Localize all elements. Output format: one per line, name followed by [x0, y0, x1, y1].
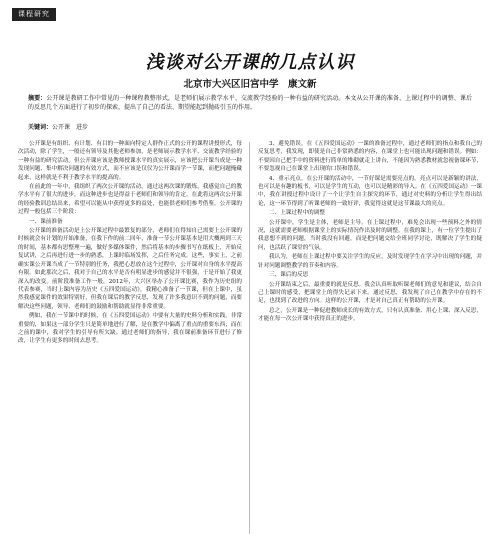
paragraph: 公开课结束之后，最重要的就是反思。我会认真听取听课老师们的意见和建议，结合自己上课时的感受，把课堂上的得失记录下来。通过反思，我发现了自己在教学中存在的不足，也找到了改进的方向。这样的公开课，才是对自己真正有帮助的公开课。: [258, 281, 482, 305]
section-heading: 一、课前准备: [29, 218, 63, 225]
journal-section-banner: 课程研究: [12, 8, 56, 21]
paragraph: 公开课中，学生是主体，老师是主导。在上课过程中，难免会出现一些预料之外的情况，这就需要老师根据课堂上的实际情况作出及时的调整。在我的课上，有一位学生提出了我意想不到的问题，当时我没有回避，而是把问题交给全班同学讨论，既解决了学生的疑问，也活跃了课堂的气氛。: [258, 219, 482, 251]
section-heading: 二、上课过程中的调整: [269, 210, 325, 217]
paragraph: 公开课的准备活动是上公开课过程中最繁复的部分，老师们在得知自己需要上公开课的时候就会有计划的开始准备，在我下作的前二回年，准备一节公开课基本是用大概两到三天的时间，基本都有思整理一遍，做好多媒体课件，然后将基本的步骤书写在纸板上，开始反复试讲，之后再进行进一步的熟悉，上课时临场发挥，之后任务完成。这些，事实上，之前确实课公开课当成了一节特别的任务，我把心思放在这个过程中，公开课对自身的水平提高有限。如此那次之后，我对于自己的水平是否有明显进步的感觉并不很强，于是开始了我更深入的改变。前阶段准备工作一般，2012年，大兴区举办了公开课比赛，我作为历史组的代表参赛，当时上课内容为历史《五四爱国运动》，我精心准备了一节课，但在上课中，虽然我感觉课件的效果特别好，但我在课后的教学反思，发现了许多我意识不到的问题，而要解决这些问题，领导、老师们的鼓励和帮助就显得非常重要。: [18, 228, 242, 310]
keywords: [28, 123, 472, 132]
column-divider: [249, 142, 250, 534]
paragraph: 例如，我在一节课中的时候，在《五四爱国运动》中要有大量的史料分析和实践，非常重要的，如果这一部分学生只是简单地进行了解，是在教学中偏离了重点的重要东西；而在之前的课中，我对学生的引导有所欠缺。通过老师们的指导，我在课前准备环节进行了修改，让学生有更多的时间去思考。: [18, 313, 242, 345]
paragraph: 我认为，老师在上课过程中要关注学生的反应，及时发现学生在学习中出现的问题，并针对问题调整教学的节奏和内容。: [258, 254, 482, 269]
article-author: 北京市大兴区旧宫中学 康文新: [183, 79, 317, 90]
abstract: [28, 94, 472, 112]
keywords-text: 公开课 进步: [52, 124, 89, 131]
paragraph: 3、避免错误。在《五四爱国运动》一课的准备过程中，通过老师们的指点和我自己的反复思考，我发现，即使是自己非常熟悉的内容，在课堂上也可能出现问题和错误。例如：不要因自己把手中的资料进行简单的堆砌就走上讲台，不能因为熟悉教材就忽视备课环节，不要忽视自己在课堂上出现的口误和错误。: [258, 141, 482, 173]
abstract-text: 公开课是教研工作中常见的一种课程教整形式，是老师们展示教学水平、交流教学经验的一种有益的研究活动。本文从公开课的准备、上课过程中的调整、课后的反思几个方面进行了初步的探索，提出了自己的看法、期望能起到抛砖引玉的作用。: [28, 95, 472, 111]
paragraph: 在前此的一年中，我组织了两次公开课的活动，通过这两次课的锻炼，我感觉自己的教学水平有了很大的进步，而这种进步也是得益于老师们和领导的肯定。在此将这两次公开课的经验教训总结出来，希望可以能从中获得更多的益处，也能供老师们参考借鉴。公开课的过程一般包括三个阶段：: [18, 184, 242, 216]
section-heading: 三、课后的反思: [269, 272, 309, 279]
keywords-label: 关键词：: [28, 124, 53, 131]
paragraph: 总之，公开课是一种促进教师成长的有效方式，只有认真准备、用心上课、深入反思，才能在每一次公开课中获得真正的进步。: [258, 307, 482, 323]
paragraph: 公开课是有组织、有计划、有目的一种面向特定人群作正式的公开的课程讲授形式，每次活动，除了学生，一般还有领导及其他老师参加，是老师展示教学水平、交流教学经验的一种有益的研究活动。但公开课应该是教师授课水平的真实展示，应该把公开课当成是一种发现问题、集中解决问题的有效方式，而不应该是仅仅为公开课而学一节课，而把问题掩藏起来，这样就是不利于教学水平的提高的。: [18, 141, 242, 181]
abstract-label: 摘要：: [28, 95, 47, 102]
body-column-left: [18, 140, 242, 538]
article-title: 浅谈对公开课的几点认识: [145, 52, 355, 73]
body-column-right: [258, 140, 482, 538]
paragraph: 4、重示亮点。在公开课的活动中，一节好课是需要亮点的。亮点可以是新颖的讲法，也可以是有趣的板书，可以是学生的互动，也可以是精彩的导入。在《五四爱国运动》一课中，我在讲授过程中设计了一个让学生自主探究的环节，通过对史料的分析让学生得出结论，这一环节得到了听课老师的一致好评，我觉得这就是这节课最大的亮点。: [258, 175, 482, 207]
